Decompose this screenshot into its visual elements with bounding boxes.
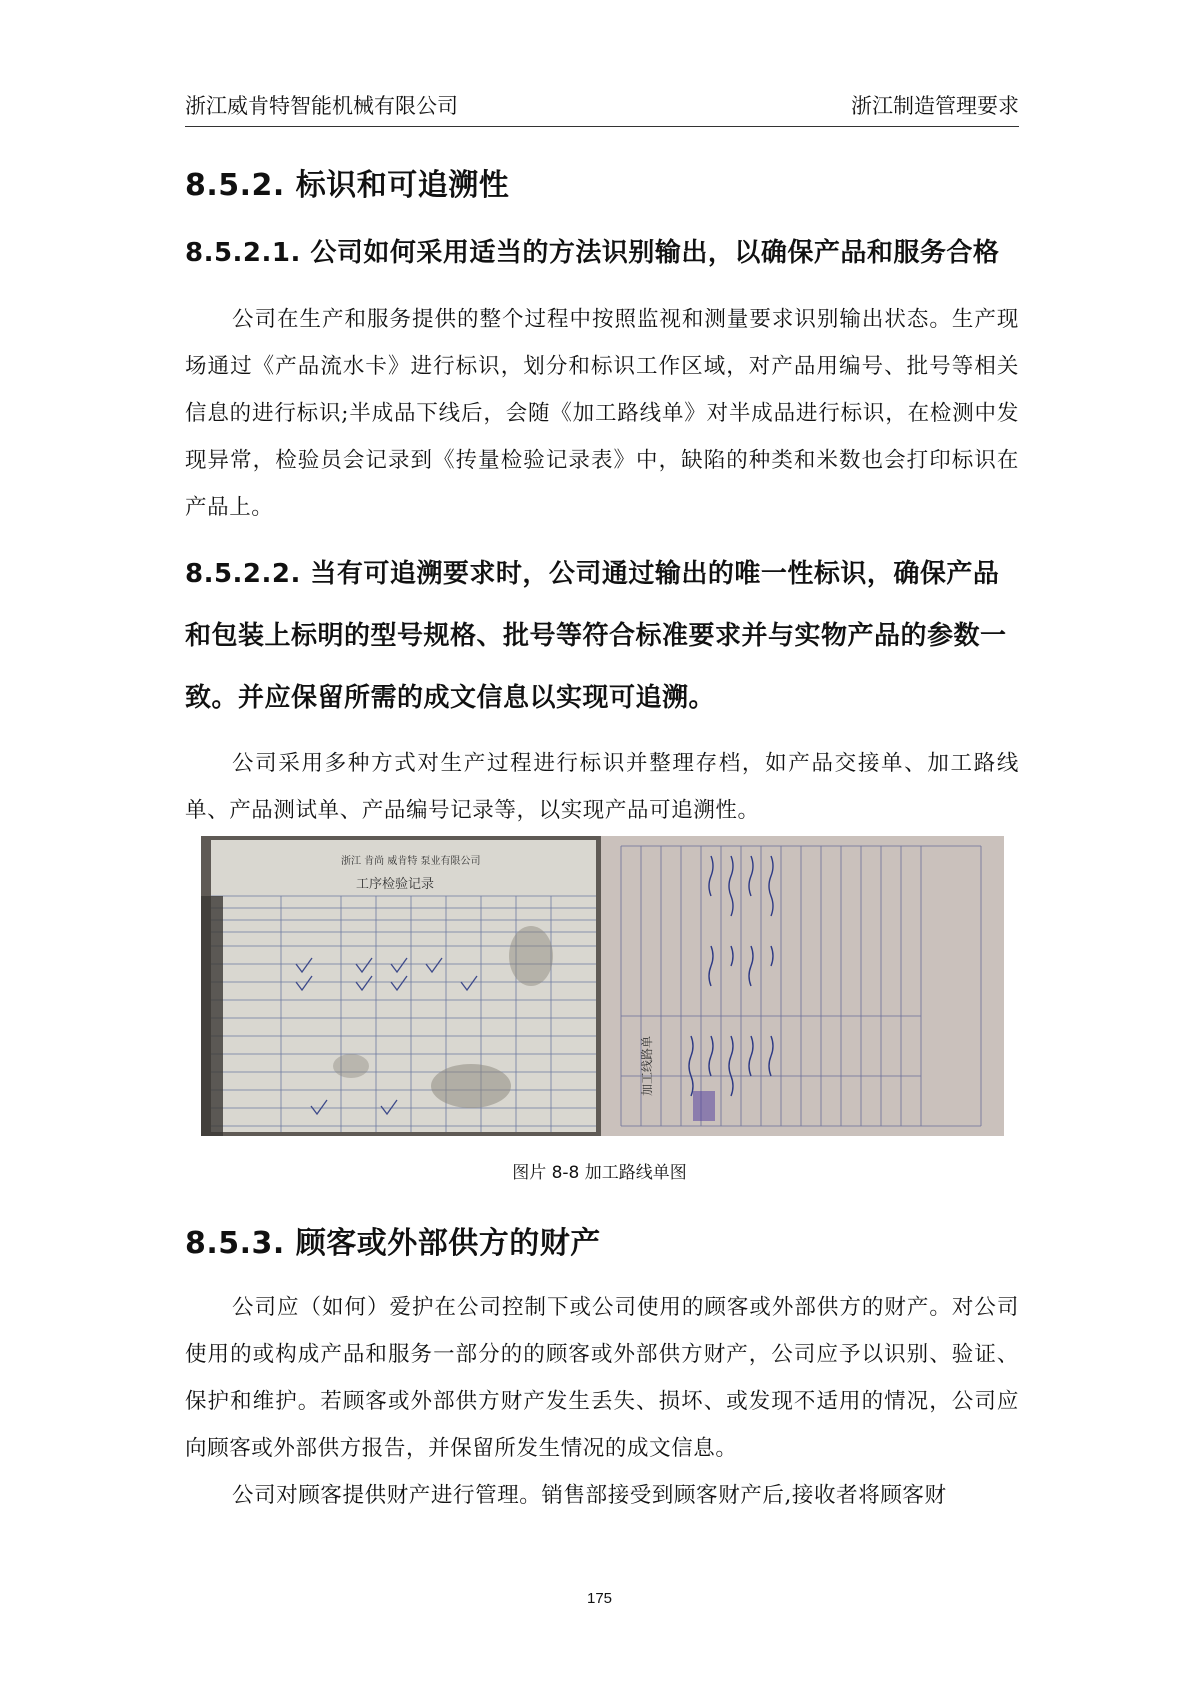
page-header [185,80,1019,127]
left-form-company: 浙江 肯尚 威肯特 泵业有限公司 [341,856,481,867]
route-sheet-drawing [601,836,1004,1136]
section-8-5-2-2-title: 8.5.2.2. 当有可追溯要求时，公司通过输出的唯一性标识，确保产品和包装上标明的型号规格、批号等符合标准要求并与实物产品的参数一致。并应保留所需的成文信息以实现可追溯。 [185,559,1007,713]
section-8-5-3-title: 8.5.3. 顾客或外部供方的财产 [185,1226,601,1261]
section-8-5-2-1-title: 8.5.2.1. 公司如何采用适当的方法识别输出，以确保产品和服务合格 [185,238,1000,268]
section-8-5-2-1-paragraph: 公司在生产和服务提供的整个过程中按照监视和测量要求识别输出状态。生产现场通过《产品流水卡》进行标识，划分和标识工作区域，对产品用编号、批号等相关信息的进行标识;半成品下线后，会随《加工路线单》对半成品进行标识，在检测中发现异常，检验员会记录到《抟量检验记录表》中，缺陷的种类和米数也会打印标识在产品上。 [185,307,1019,520]
page-number: 175 [586,1590,613,1607]
figure-caption: 图片 8-8 加工路线单图 [512,1163,687,1183]
right-form-title: 加工线路单 [640,1035,654,1096]
left-form-title: 工序检验记录 [356,877,435,892]
inspection-record-drawing [201,836,601,1136]
figure-route-sheets [201,836,1004,1136]
section-8-5-2-2-paragraph: 公司采用多种方式对生产过程进行标识并整理存档，如产品交接单、加工路线单、产品测试单、产品编号记录等，以实现产品可追溯性。 [185,751,1019,823]
section-8-5-3-paragraph-1: 公司应（如何）爱护在公司控制下或公司使用的顾客或外部供方的财产。对公司使用的或构成产品和服务一部分的的顾客或外部供方财产，公司应予以识别、验证、保护和维护。若顾客或外部供方财产发生丢失、损坏、或发现不适用的情况，公司应向顾客或外部供方报告，并保留所发生情况的成文信息。 [185,1295,1019,1461]
photo-inspection-record [201,836,601,1136]
header-company: 浙江威肯特智能机械有限公司 [185,94,458,118]
header-doc-title: 浙江制造管理要求 [851,94,1019,118]
photo-route-sheet [601,836,1004,1136]
section-8-5-3-paragraph-2: 公司对顾客提供财产进行管理。销售部接受到顾客财产后,接收者将顾客财 [232,1483,947,1508]
section-8-5-2-title: 8.5.2. 标识和可追溯性 [185,168,510,203]
